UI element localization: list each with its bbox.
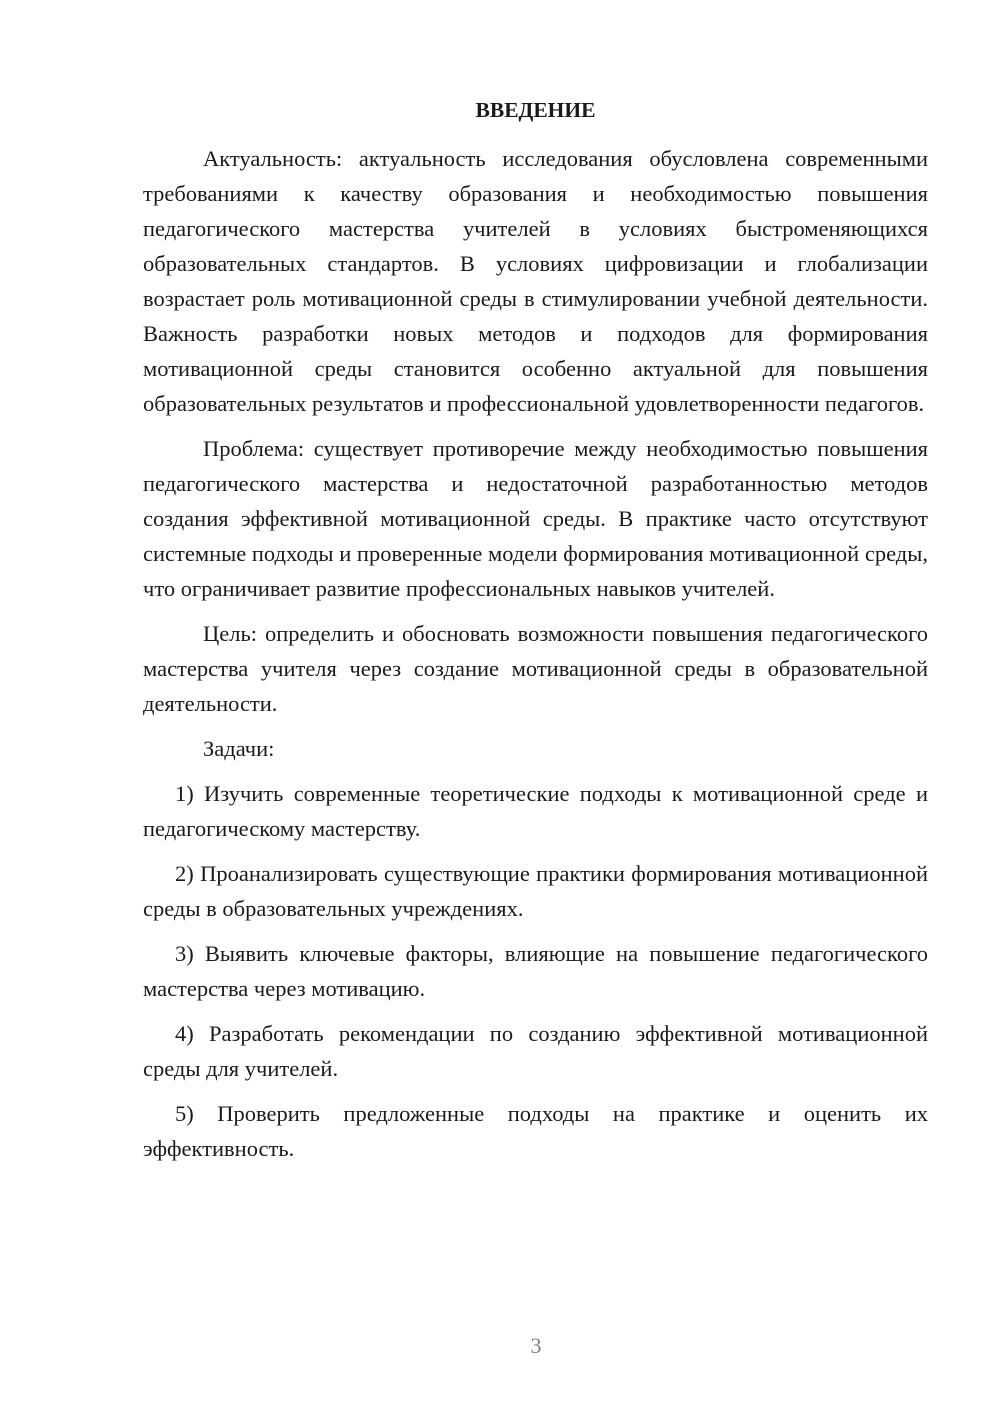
task-item-4: 4) Разработать рекомендации по созданию эффективной мотивационной среды для учителей.	[143, 1021, 928, 1081]
paragraph-problem: Проблема: существует противоречие между необходимостью повышения педагогического мастерства и недостаточной разработанностью методов создания эффективной мотивационной среды. В практике часто отсутствуют системные подходы и проверенные модели формирования мотивационной среды, что ограничивает развитие профессиональных навыков учителей.	[143, 436, 928, 601]
section-title: ВВЕДЕНИЕ	[475, 98, 596, 122]
task-item-3: 3) Выявить ключевые факторы, влияющие на повышение педагогического мастерства через мотивацию.	[143, 941, 928, 1001]
paragraph-goal: Цель: определить и обосновать возможности повышения педагогического мастерства учителя через создание мотивационной среды в образовательной деятельности.	[143, 621, 928, 716]
task-item-2: 2) Проанализировать существующие практики формирования мотивационной среды в образовательных учреждениях.	[143, 861, 928, 921]
page-number: 3	[530, 1333, 542, 1358]
task-item-5: 5) Проверить предложенные подходы на практике и оценить их эффективность.	[143, 1101, 928, 1161]
document-page	[143, 93, 928, 1176]
task-item-1: 1) Изучить современные теоретические подходы к мотивационной среде и педагогическому мастерству.	[143, 781, 928, 841]
paragraph-relevance: Актуальность: актуальность исследования обусловлена современными требованиями к качеству образования и необходимостью повышения педагогического мастерства учителей в условиях быстроменяющихся образовательных стандартов. В условиях цифровизации и глобализации возрастает роль мотивационной среды в стимулировании учебной деятельности. Важность разработки новых методов и подходов для формирования мотивационной среды становится особенно актуальной для повышения образовательных результатов и профессиональной удовлетворенности педагогов.	[143, 146, 928, 416]
tasks-heading: Задачи:	[203, 736, 275, 761]
